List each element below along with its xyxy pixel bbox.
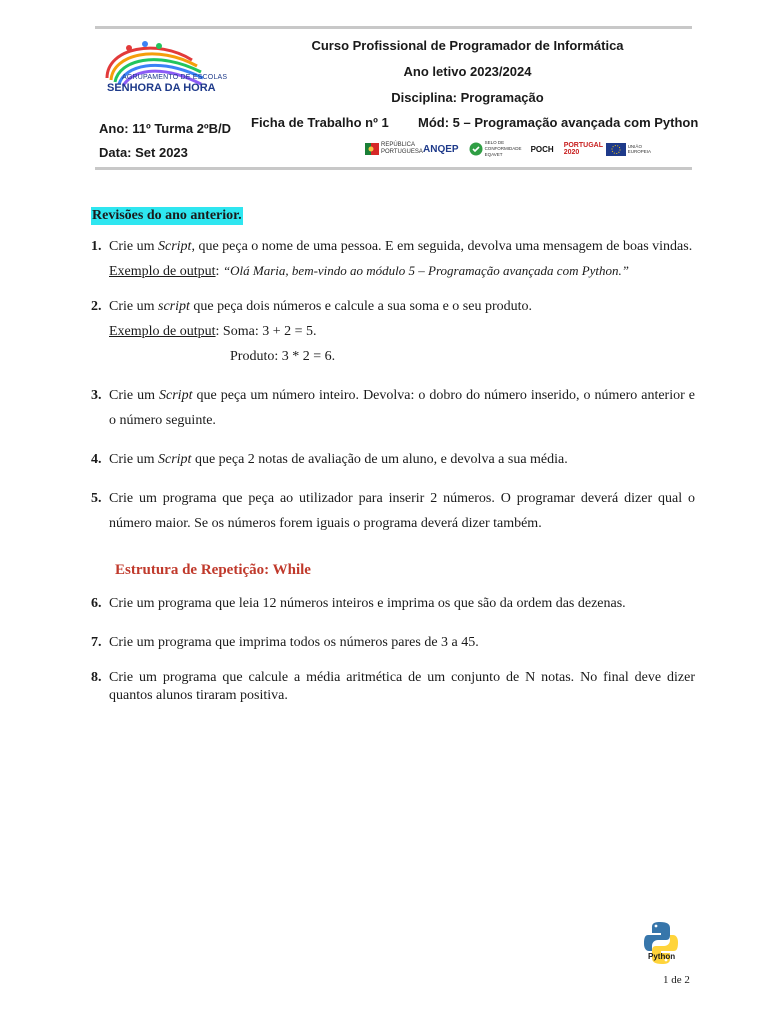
- badge-ue: [606, 143, 652, 156]
- example-output-sum: : Soma: 3 + 2 = 5.: [215, 324, 317, 339]
- exercise-number: 7.: [91, 635, 102, 650]
- exercise-number: 6.: [91, 596, 102, 611]
- badge-portugal2020: [563, 142, 603, 156]
- example-output: “Olá Maria, bem-vindo ao módulo 5 – Programação avançada com Python.”: [222, 263, 630, 278]
- exercise-text: Crie um programa que imprima todos os números pares de 3 a 45.: [109, 635, 479, 650]
- exercise-text: Crie um: [109, 299, 158, 314]
- exercise-number: 3.: [91, 388, 102, 403]
- badge-label: POCH: [530, 144, 554, 154]
- exercise-number: 5.: [91, 491, 102, 506]
- exercise-text: Crie um: [109, 388, 160, 403]
- badge-poch: [531, 145, 554, 154]
- exercise-number: 4.: [91, 452, 102, 467]
- exercise-text-italic: script: [158, 299, 190, 314]
- worksheet-body: [91, 203, 695, 705]
- eu-flag-icon: [606, 143, 626, 156]
- python-logo-label: Python: [648, 952, 676, 961]
- exercise-number: 2.: [91, 299, 102, 314]
- school-name-line2: SENHORA DA HORA: [107, 82, 216, 94]
- exercise-1: 1. Crie um Script, que peça o nome de uma pessoa. E em seguida, devolva uma mensagem de boas vindas. Exemplo de output: “Olá Maria, bem-vindo ao módulo 5 – Programação avançada com Python.”: [91, 234, 695, 282]
- module-info: Mód: 5 – Programação avançada com Python: [418, 115, 699, 130]
- check-seal-icon: [469, 142, 483, 156]
- example-label: Exemplo de output: [109, 264, 216, 279]
- exercise-3: [91, 383, 695, 433]
- badge-anqep: [423, 144, 459, 155]
- exercise-text-italic: Script: [158, 452, 192, 467]
- badge-label: ANQEP: [423, 143, 459, 155]
- date-info: Data: Set 2023: [99, 145, 188, 160]
- discipline: Disciplina: Programação: [391, 90, 544, 105]
- exercise-text: , que peça o nome de uma pessoa. E em seguida, devolva uma mensagem de boas vindas.: [191, 239, 693, 254]
- exercise-6: [91, 591, 695, 616]
- exercise-number: 1.: [91, 239, 102, 254]
- worksheet-number: Ficha de Trabalho nº 1: [251, 115, 389, 130]
- badge-eqavet: [469, 140, 521, 158]
- school-name-line1: AGRUPAMENTO DE ESCOLAS: [122, 74, 228, 81]
- exercise-8: [91, 669, 695, 705]
- header-bottom-rule: [95, 167, 692, 170]
- flag-portugal-icon: [365, 143, 379, 155]
- exercise-text: que peça 2 notas de avaliação de um aluno, e devolva a sua média.: [191, 452, 568, 467]
- exercise-4: [91, 447, 695, 472]
- exercise-text-italic: Script: [159, 388, 193, 403]
- badge-label: UNIÃO EUROPEIA: [627, 144, 651, 154]
- exercise-text-italic: Script: [158, 239, 192, 254]
- badge-label: PORTUGAL 2020: [563, 142, 603, 156]
- exercise-text: Crie um programa que calcule a média aritmética de um conjunto de N notas. No final deve dizer quantos alunos tiraram positiva.: [109, 670, 695, 703]
- exercise-text: Crie um: [109, 239, 158, 254]
- school-year: Ano letivo 2023/2024: [403, 64, 532, 79]
- exercise-text: que peça um número inteiro. Devolva: o dobro do número inserido, o número anterior e o número seguinte.: [109, 388, 695, 428]
- exercise-2: [91, 294, 695, 369]
- course-title: Curso Profissional de Programador de Informática: [311, 38, 624, 53]
- example-label: Exemplo de output: [109, 324, 216, 339]
- exercise-text: Crie um programa que peça ao utilizador para inserir 2 números. O programar deverá dizer qual o número maior. Se os números forem iguais o programa deverá dizer também.: [109, 491, 695, 531]
- badge-republica: [365, 142, 423, 156]
- exercise-7: [91, 630, 695, 655]
- exercise-5: [91, 486, 695, 536]
- example-output-product: Produto: 3 * 2 = 6.: [230, 349, 336, 364]
- section-revisoes-title: Revisões do ano anterior.: [92, 208, 242, 223]
- exercise-text: Crie um: [109, 452, 158, 467]
- exercise-text: que peça dois números e calcule a sua soma e o seu produto.: [189, 299, 533, 314]
- exercise-text: Crie um programa que leia 12 números inteiros e imprima os que são da ordem das dezenas.: [109, 596, 626, 611]
- exercise-number: 8.: [91, 670, 102, 685]
- header-top-rule: [95, 26, 692, 29]
- class-info: Ano: 11º Turma 2ºB/D: [99, 121, 232, 136]
- badge-label: REPÚBLICA PORTUGUESA: [381, 142, 423, 155]
- badge-label: SELO DE CONFORMIDADE EQAVET: [484, 140, 522, 157]
- funding-badges: [365, 138, 685, 160]
- page-number: 1 de 2: [663, 974, 690, 986]
- section-while-title: Estrutura de Repetição: While: [115, 562, 311, 578]
